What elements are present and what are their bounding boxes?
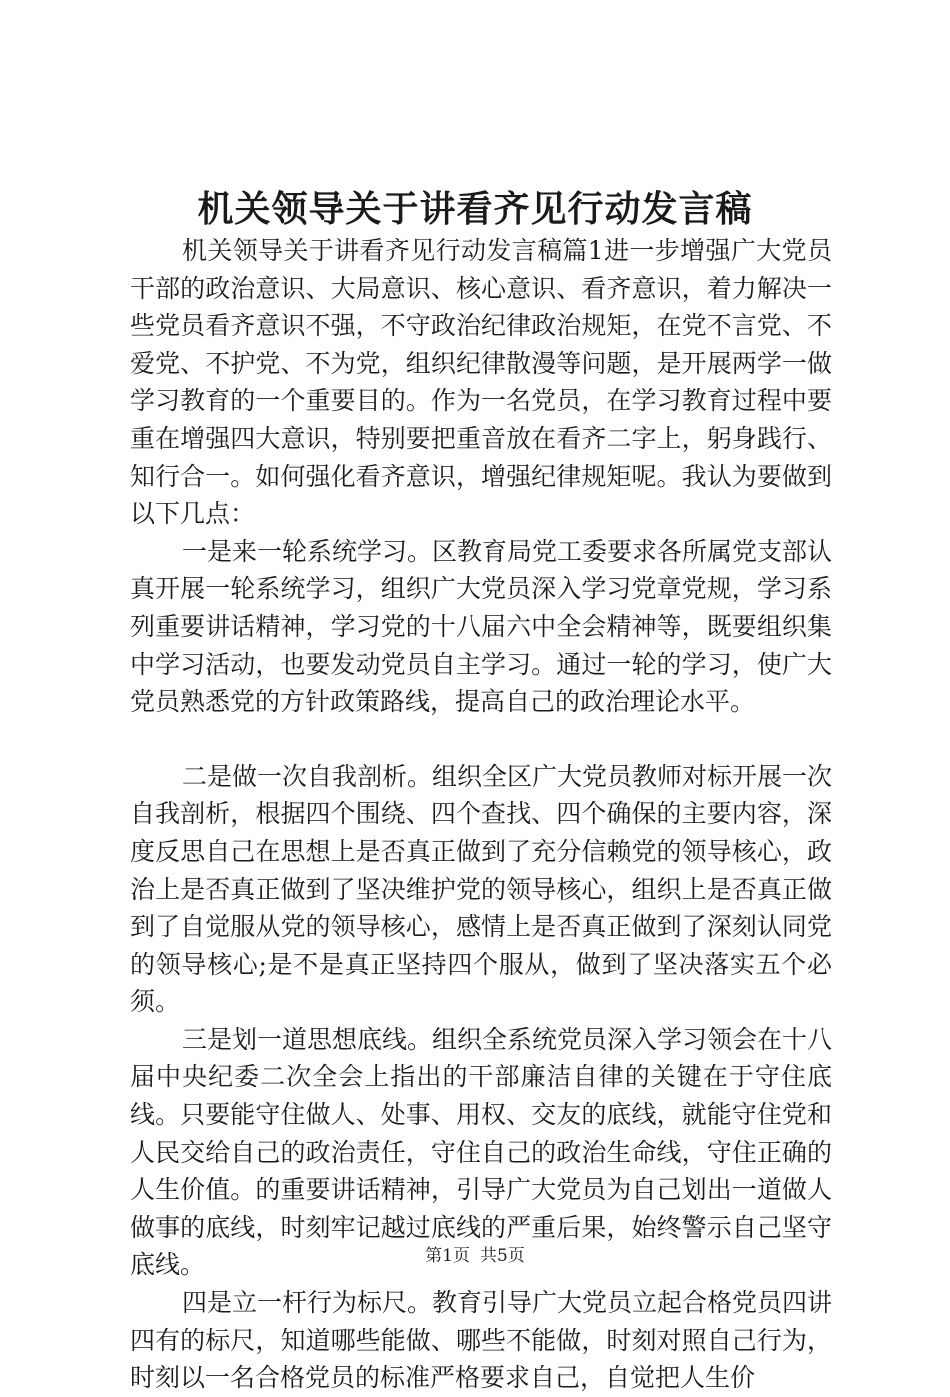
- paragraph-intro: 机关领导关于讲看齐见行动发言稿篇1进一步增强广大党员干部的政治意识、大局意识、核心意识、看齐意识，着力解决一些党员看齐意识不强，不守政治纪律政治规矩，在党不言党、不爱党、不护党、不为党，组织纪律散漫等问题，是开展两学一做学习教育的一个重要目的。作为一名党员，在学习教育过程中要重在增强四大意识，特别要把重音放在看齐二字上，躬身践行、知行合一。如何强化看齐意识，增强纪律规矩呢。我认为要做到以下几点：: [130, 236, 832, 529]
- paragraph-point-one: 一是来一轮系统学习。区教育局党工委要求各所属党支部认真开展一轮系统学习，组织广大党员深入学习党章党规，学习系列重要讲话精神，学习党的十八届六中全会精神等，既要组织集中学习活动，也要发动党员自主学习。通过一轮的学习，使广大党员熟悉党的方针政策路线，提高自己的政治理论水平。: [130, 536, 833, 717]
- paragraph-point-three: 三是划一道思想底线。组织全系统党员深入学习领会在十八届中央纪委二次全会上指出的干部廉洁自律的关键在于守住底线。只要能守住做人、处事、用权、交友的底线，就能守住党和人民交给自己的政治责任，守住自己的政治生命线，守住正确的人生价值。的重要讲话精神，引导广大党员为自己划出一道做人做事的底线，时刻牢记越过底线的严重后果，始终警示自己坚守底线。: [130, 1024, 833, 1280]
- page-number: 第1页: [425, 1246, 470, 1266]
- page-footer: [0, 1245, 950, 1267]
- paragraph-point-two: 二是做一次自我剖析。组织全区广大党员教师对标开展一次自我剖析，根据四个围绕、四个查找、四个确保的主要内容，深度反思自己在思想上是否真正做到了充分信赖党的领导核心，政治上是否真正做到了坚决维护党的领导核心，组织上是否真正做到了自觉服从党的领导核心，感情上是否真正做到了深刻认同党的领导核心;是不是真正坚持四个服从，做到了坚决落实五个必须。: [130, 761, 833, 1017]
- paragraph-point-four: 四是立一杆行为标尺。教育引导广大党员立起合格党员四讲四有的标尺，知道哪些能做、哪些不能做，时刻对照自己行为，时刻以一名合格党员的标准严格要求自己，自觉把人生价: [130, 1288, 833, 1393]
- page-total: 共5页: [480, 1246, 525, 1266]
- document-body: [130, 232, 832, 1397]
- document-title: 机关领导关于讲看齐见行动发言稿: [197, 188, 753, 230]
